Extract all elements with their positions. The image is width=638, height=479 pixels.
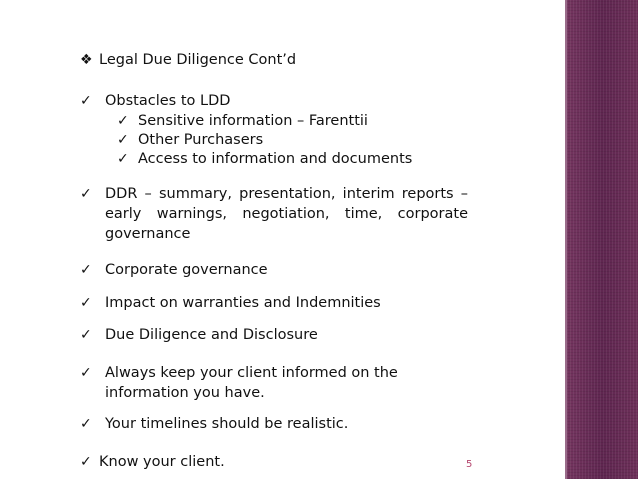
- check-bullet-icon: ✓: [80, 416, 92, 432]
- bullet-text-line: Always keep your client informed on the: [105, 365, 398, 381]
- check-bullet-icon: ✓: [80, 454, 92, 470]
- bullet-text: Impact on warranties and Indemnities: [105, 295, 381, 311]
- check-bullet-icon: ✓: [80, 327, 92, 343]
- bullet-text: Corporate governance: [105, 262, 268, 278]
- check-bullet-icon: ✓: [117, 151, 129, 167]
- bullet-text-line: governance: [105, 226, 191, 242]
- heading-text: Legal Due Diligence Cont’d: [99, 52, 297, 68]
- check-bullet-icon: ✓: [80, 262, 92, 278]
- diamond-bullet-icon: ❖: [80, 52, 93, 68]
- sub-bullet-text: Access to information and documents: [138, 151, 413, 167]
- check-bullet-icon: ✓: [80, 186, 92, 202]
- bullet-text: Due Diligence and Disclosure: [105, 327, 318, 343]
- bullet-text-line: DDR – summary, presentation, interim reports –: [105, 186, 468, 202]
- bullet-text: Obstacles to LDD: [105, 93, 231, 109]
- page-number: 5: [466, 459, 473, 470]
- decorative-side-band: [567, 0, 638, 479]
- check-bullet-icon: ✓: [117, 132, 129, 148]
- bullet-text-line: information you have.: [105, 385, 265, 401]
- sub-bullet-text: Other Purchasers: [138, 132, 264, 148]
- bullet-text-line: early warnings, negotiation, time, corporate: [105, 206, 468, 222]
- check-bullet-icon: ✓: [117, 113, 129, 129]
- bullet-text: Know your client.: [99, 454, 225, 470]
- sub-bullet-text: Sensitive information – Farenttii: [138, 113, 368, 129]
- check-bullet-icon: ✓: [80, 295, 92, 311]
- check-bullet-icon: ✓: [80, 365, 92, 381]
- bullet-text: Your timelines should be realistic.: [105, 416, 349, 432]
- check-bullet-icon: ✓: [80, 93, 92, 109]
